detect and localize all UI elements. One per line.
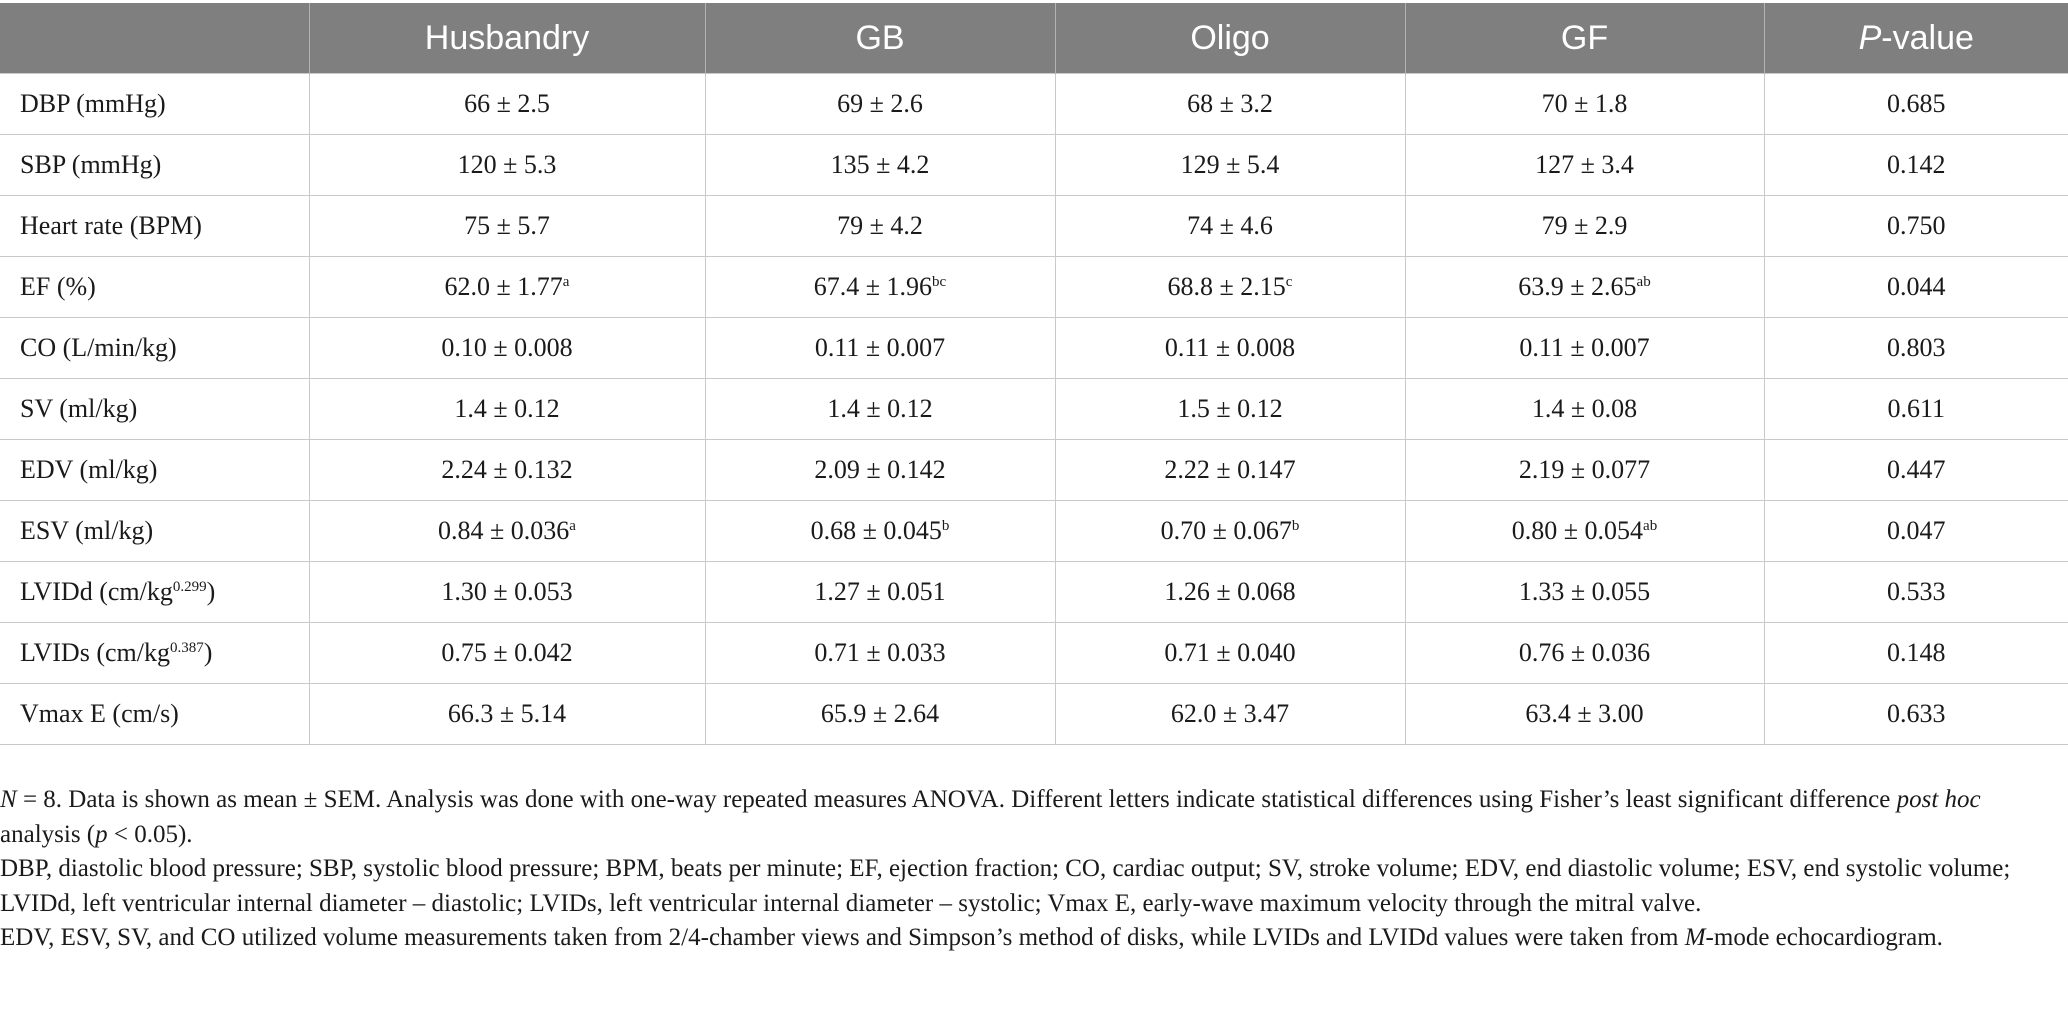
p-value-cell: 0.803: [1764, 318, 2068, 379]
footnote-3-text-b: -mode echocardiogram.: [1705, 924, 1943, 951]
footnote-n: N: [0, 786, 17, 813]
value-cell: 1.30 ± 0.053: [309, 562, 705, 623]
footnote-3-italic: M: [1684, 924, 1706, 951]
table-row: [0, 318, 2068, 379]
significance-letter: a: [569, 518, 576, 534]
value-cell: 66.3 ± 5.14: [309, 684, 705, 745]
p-value-cell: 0.611: [1764, 379, 2068, 440]
p-value-cell: 0.750: [1764, 196, 2068, 257]
value-cell: 69 ± 2.6: [705, 74, 1055, 135]
table-row: [0, 196, 2068, 257]
row-label: SV (ml/kg): [0, 379, 309, 440]
value-cell: 2.24 ± 0.132: [309, 440, 705, 501]
value-cell: 1.4 ± 0.08: [1405, 379, 1764, 440]
p-value-cell: 0.142: [1764, 135, 2068, 196]
p-value-cell: 0.533: [1764, 562, 2068, 623]
results-table: [0, 3, 2068, 745]
footnote-1-italic: post hoc: [1896, 786, 1981, 813]
value-cell: 2.19 ± 0.077: [1405, 440, 1764, 501]
row-label: Heart rate (BPM): [0, 196, 309, 257]
row-label: SBP (mmHg): [0, 135, 309, 196]
value-cell: 75 ± 5.7: [309, 196, 705, 257]
value-cell: 2.09 ± 0.142: [705, 440, 1055, 501]
value-cell: 0.84 ± 0.036$^a$: [309, 501, 705, 562]
significance-letter: ab: [1636, 274, 1651, 290]
value-cell: 79 ± 4.2: [705, 196, 1055, 257]
value-cell: 79 ± 2.9: [1405, 196, 1764, 257]
value-cell: 1.33 ± 0.055: [1405, 562, 1764, 623]
significance-letter: c: [1285, 274, 1293, 290]
row-label: EDV (ml/kg): [0, 440, 309, 501]
value-cell: 0.70 ± 0.067$^b$: [1055, 501, 1405, 562]
significance-letter: b: [941, 518, 950, 534]
value-cell: 0.10 ± 0.008: [309, 318, 705, 379]
row-label: Vmax E (cm/s): [0, 684, 309, 745]
value-cell: 62.0 ± 3.47: [1055, 684, 1405, 745]
table-row: [0, 501, 2068, 562]
value-cell: 0.71 ± 0.033: [705, 623, 1055, 684]
pvalue-p: P: [1858, 18, 1882, 57]
value-cell: 1.4 ± 0.12: [309, 379, 705, 440]
row-label: EF (%): [0, 257, 309, 318]
value-cell: 74 ± 4.6: [1055, 196, 1405, 257]
footnote-1-text-a: = 8. Data is shown as mean ± SEM. Analysis was done with one-way repeated measures ANOVA. Different letters indicate statistical differences using Fisher’s least significant difference: [16, 786, 1897, 813]
value-cell: 68.8 ± 2.15$^c$: [1055, 257, 1405, 318]
value-cell: 1.26 ± 0.068: [1055, 562, 1405, 623]
value-cell: 135 ± 4.2: [705, 135, 1055, 196]
value-cell: 62.0 ± 1.77$^a$: [309, 257, 705, 318]
value-cell: 66 ± 2.5: [309, 74, 705, 135]
value-cell: 0.11 ± 0.008: [1055, 318, 1405, 379]
table-row: [0, 135, 2068, 196]
footnote-3: [0, 921, 2040, 956]
footnote-1-p: p: [95, 820, 108, 848]
p-value-cell: 0.047: [1764, 501, 2068, 562]
value-cell: 67.4 ± 1.96$^{bc}$: [705, 257, 1055, 318]
value-cell: 0.75 ± 0.042: [309, 623, 705, 684]
value-cell: 1.4 ± 0.12: [705, 379, 1055, 440]
p-value-cell: 0.148: [1764, 623, 2068, 684]
value-cell: 129 ± 5.4: [1055, 135, 1405, 196]
table-row: [0, 623, 2068, 684]
footnote-1-text-b: analysis (: [0, 820, 96, 848]
p-value-cell: 0.447: [1764, 440, 2068, 501]
table-row: [0, 684, 2068, 745]
value-cell: 2.22 ± 0.147: [1055, 440, 1405, 501]
p-value-cell: 0.633: [1764, 684, 2068, 745]
value-cell: 70 ± 1.8: [1405, 74, 1764, 135]
value-cell: 127 ± 3.4: [1405, 135, 1764, 196]
table-row: [0, 74, 2068, 135]
header-gb: GB: [705, 3, 1055, 74]
footnote-1-text-c: < 0.05).: [107, 820, 193, 848]
value-cell: 63.9 ± 2.65$^{ab}$: [1405, 257, 1764, 318]
significance-letter: b: [1291, 518, 1300, 534]
header-husbandry: Husbandry: [309, 3, 705, 74]
header-row: [0, 3, 2068, 74]
row-label: LVIDs $(cm/kg^{0.387})$: [0, 623, 309, 684]
table-row: [0, 440, 2068, 501]
value-cell: 1.27 ± 0.051: [705, 562, 1055, 623]
header-gf: GF: [1405, 3, 1764, 74]
value-cell: 63.4 ± 3.00: [1405, 684, 1764, 745]
table-row: [0, 257, 2068, 318]
value-cell: 0.11 ± 0.007: [705, 318, 1055, 379]
header-oligo: Oligo: [1055, 3, 1405, 74]
header-label: [0, 3, 309, 74]
pvalue-rest: -value: [1881, 18, 1974, 57]
value-cell: 0.11 ± 0.007: [1405, 318, 1764, 379]
row-label: CO (L/min/kg): [0, 318, 309, 379]
row-label: ESV (ml/kg): [0, 501, 309, 562]
p-value-cell: 0.044: [1764, 257, 2068, 318]
value-cell: 1.5 ± 0.12: [1055, 379, 1405, 440]
value-cell: 0.80 ± 0.054$^{ab}$: [1405, 501, 1764, 562]
significance-letter: ab: [1643, 518, 1658, 534]
table-row: [0, 379, 2068, 440]
significance-letter: bc: [932, 274, 947, 290]
table-row: [0, 562, 2068, 623]
value-cell: 120 ± 5.3: [309, 135, 705, 196]
p-value-cell: 0.685: [1764, 74, 2068, 135]
footnote-1: [0, 783, 2040, 852]
value-cell: 68 ± 3.2: [1055, 74, 1405, 135]
footnote-3-text-a: EDV, ESV, SV, and CO utilized volume measurements taken from 2/4-chamber views and Simpson’s method of disks, while LVIDs and LVIDd values were taken from: [0, 924, 1685, 951]
table-body: [0, 74, 2068, 745]
value-cell: 65.9 ± 2.64: [705, 684, 1055, 745]
row-label: LVIDd $(cm/kg^{0.299})$: [0, 562, 309, 623]
row-label: DBP (mmHg): [0, 74, 309, 135]
significance-letter: a: [562, 274, 570, 290]
value-cell: 0.76 ± 0.036: [1405, 623, 1764, 684]
value-cell: 0.68 ± 0.045$^b$: [705, 501, 1055, 562]
footnote-2: DBP, diastolic blood pressure; SBP, systolic blood pressure; BPM, beats per minute; EF, ejection fraction; CO, cardiac output; SV, stroke volume; EDV, end diastolic volume; ESV, end systolic volume; LVIDd, left ventricular internal diameter – diastolic; LVIDs, left ventricular internal diameter – systolic; Vmax E, early-wave maximum velocity through the mitral valve.: [0, 855, 2011, 917]
footnotes: [0, 783, 2040, 956]
value-cell: 0.71 ± 0.040: [1055, 623, 1405, 684]
header-pvalue: [1764, 3, 2068, 74]
